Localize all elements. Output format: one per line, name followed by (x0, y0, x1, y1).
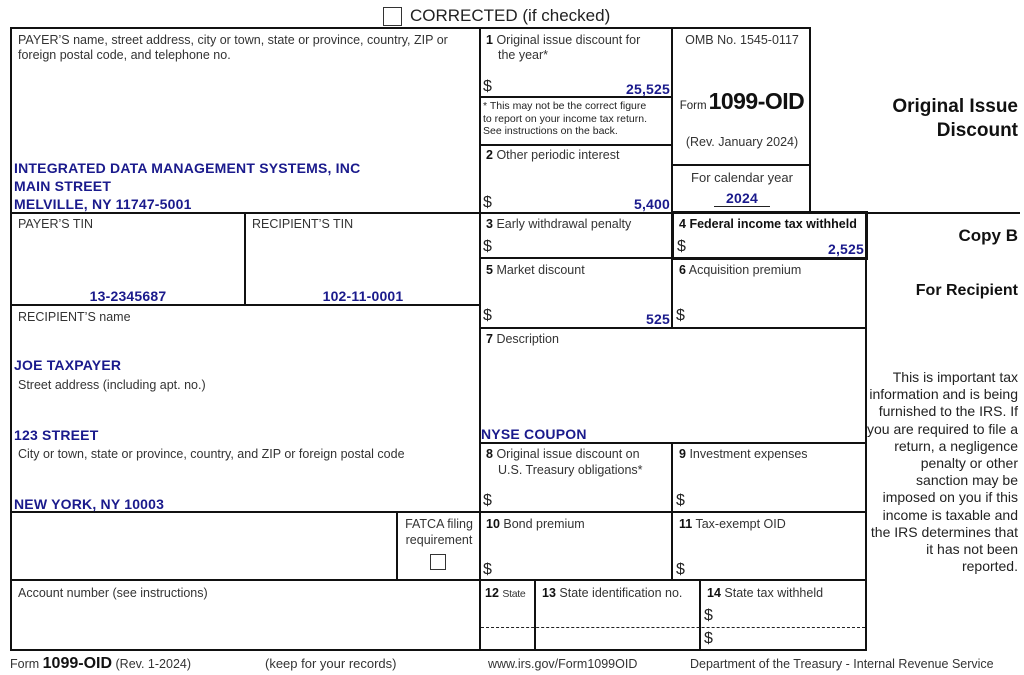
form-name: 1099-OID (708, 88, 805, 114)
form-rev: (Rev. January 2024) (685, 135, 799, 149)
box7-label: Description (496, 332, 559, 346)
payer-tin-label: PAYER’S TIN (18, 217, 94, 231)
box6-label: Acquisition premium (688, 263, 802, 277)
box1-number: 1 (486, 33, 493, 47)
box1-label-line2: the year* (498, 48, 549, 62)
footer-department: Department of the Treasury - Internal Revenue Service (690, 657, 994, 671)
footer-form-id (10, 655, 191, 673)
corrected-checkbox[interactable] (383, 7, 402, 26)
box9-label: Investment expenses (689, 447, 808, 461)
box9-dollar: $ (676, 492, 685, 509)
box2-number: 2 (486, 148, 493, 162)
fatca-label-line1: FATCA filing (405, 517, 473, 531)
calendar-year-label: For calendar year (691, 170, 793, 185)
payer-label: PAYER’S name, street address, city or town, state or province, country, ZIP or foreign postal code, and telephone no. (18, 33, 448, 62)
recipient-name-label: RECIPIENT’S name (18, 310, 131, 324)
box13-label: State identification no. (559, 586, 683, 600)
recipient-name: JOE TAXPAYER (14, 357, 122, 373)
recipient-city: NEW YORK, NY 10003 (14, 496, 165, 512)
payer-street: MAIN STREET (14, 178, 112, 194)
form-id (674, 88, 810, 115)
recipient-tin-label: RECIPIENT’S TIN (252, 217, 354, 231)
box1-footnote (483, 100, 647, 138)
recipient-city-label: City or town, state or province, country, and ZIP or foreign postal code (18, 447, 405, 461)
footer-form-word: Form (10, 657, 40, 671)
corrected-label: CORRECTED (if checked) (410, 6, 611, 25)
recipient-tin-value: 102-11-0001 (322, 288, 404, 304)
box2-value: 5,400 (633, 196, 670, 212)
box5-dollar: $ (483, 307, 492, 324)
box14-label: State tax withheld (724, 586, 824, 600)
box1-value: 25,525 (625, 81, 670, 97)
payer-city: MELVILLE, NY 11747-5001 (14, 196, 192, 212)
recipient-street-label: Street address (including apt. no.) (18, 378, 206, 392)
omb-number: OMB No. 1545-0117 (685, 33, 799, 47)
box4-dollar: $ (677, 238, 686, 255)
footer-form-rev: (Rev. 1-2024) (115, 657, 192, 671)
box8-dollar: $ (483, 492, 492, 509)
footer-form-name: 1099-OID (42, 655, 113, 672)
footer-keep: (keep for your records) (265, 656, 397, 671)
box10-number: 10 (486, 517, 500, 531)
fatca-checkbox[interactable] (430, 554, 446, 570)
box10-label: Bond premium (503, 517, 585, 531)
box8-label: Original issue discount on (496, 447, 640, 461)
box6-dollar: $ (676, 307, 685, 324)
important-notice: This is important tax information and is being furnished to the IRS. If you are required to file a return, a negligence penalty or other sanction may be imposed on you if this income is taxable and the IRS determines that it has not been reported. (867, 369, 1018, 575)
calendar-year-value[interactable]: 2024 (714, 190, 770, 207)
box7-value: NYSE COUPON (481, 426, 587, 442)
box5-value: 525 (646, 311, 670, 327)
box4-number: 4 (679, 217, 686, 231)
box4-value: 2,525 (827, 241, 864, 257)
footnote-line1: * This may not be the correct figure (483, 100, 647, 112)
box11-number: 11 (679, 517, 693, 531)
box11-label: Tax-exempt OID (695, 517, 786, 531)
box9-number: 9 (679, 447, 686, 461)
box5-number: 5 (486, 263, 493, 277)
box11-dollar: $ (676, 561, 685, 578)
recipient-street: 123 STREET (14, 427, 99, 443)
box3-dollar: $ (483, 238, 492, 255)
footnote-line3: See instructions on the back. (483, 125, 618, 137)
box12-number: 12 (485, 586, 499, 600)
footnote-line2: to report on your income tax return. (483, 112, 647, 125)
box7-number: 7 (486, 332, 493, 346)
form-title-line2: Discount (936, 120, 1018, 141)
box12-label: State (502, 588, 526, 600)
form-word: Form (679, 100, 707, 112)
box8-number: 8 (486, 447, 493, 461)
box4-label: Federal income tax withheld (689, 217, 857, 231)
box3-number: 3 (486, 217, 493, 231)
box14-number: 14 (707, 586, 721, 600)
box1-dollar: $ (483, 78, 492, 95)
account-field[interactable] (12, 603, 478, 647)
box8-label-line2: U.S. Treasury obligations* (498, 463, 643, 477)
box13-number: 13 (542, 586, 556, 600)
for-recipient-label: For Recipient (915, 282, 1018, 299)
box2-label: Other periodic interest (496, 148, 620, 162)
fatca-label-line2: requirement (405, 533, 473, 547)
box6-number: 6 (679, 263, 686, 277)
form-title-line1: Original Issue (892, 96, 1018, 117)
box14-dollar-1: $ (704, 607, 713, 624)
account-label: Account number (see instructions) (18, 586, 208, 600)
box10-dollar: $ (483, 561, 492, 578)
box1-label: Original issue discount for (496, 33, 641, 47)
payer-tin-value: 13-2345687 (89, 288, 167, 304)
copy-label: Copy B (958, 226, 1018, 245)
box5-label: Market discount (496, 263, 585, 277)
payer-name: INTEGRATED DATA MANAGEMENT SYSTEMS, INC (14, 160, 361, 176)
box3-label: Early withdrawal penalty (496, 217, 632, 231)
box14-dollar-2: $ (704, 630, 713, 647)
box2-dollar: $ (483, 194, 492, 211)
footer-url[interactable]: www.irs.gov/Form1099OID (488, 657, 638, 671)
